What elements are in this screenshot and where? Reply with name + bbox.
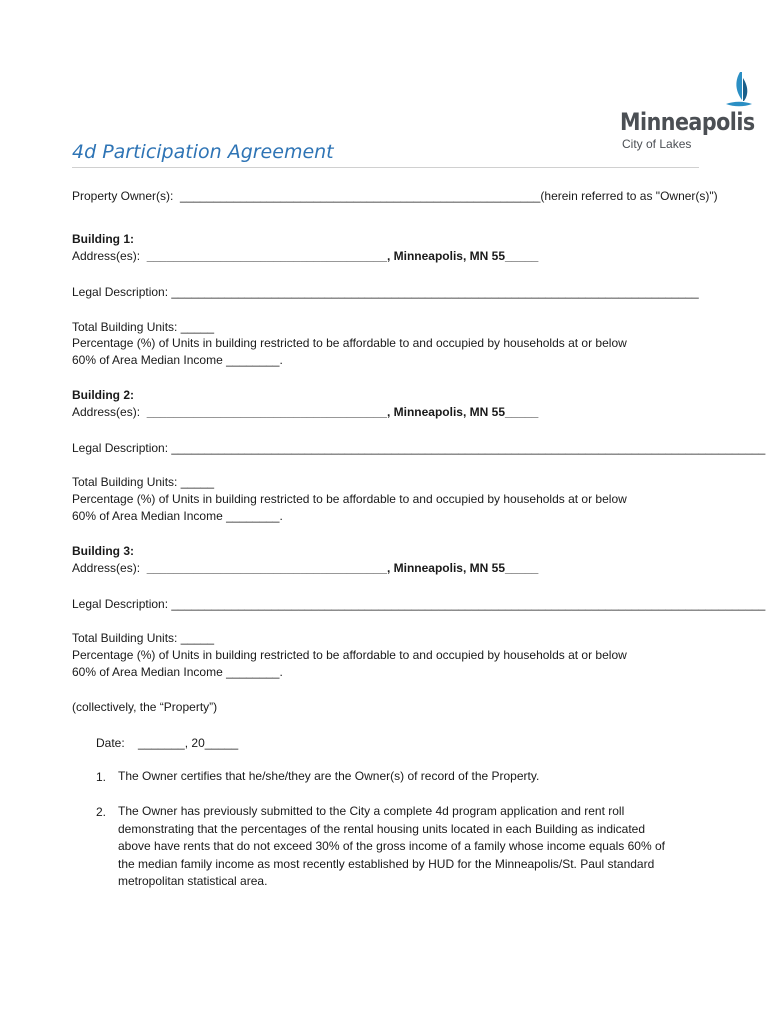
address-label: Address(es): [72,561,147,575]
document-title: 4d Participation Agreement [72,141,334,163]
building-3-heading: Building 3: [72,544,134,558]
collectively-note: (collectively, the “Property”) [72,700,218,714]
item-1-text: The Owner certifies that he/she/they are the Owner(s) of record of the Property. [118,769,540,783]
building-1-total-units[interactable]: Total Building Units: _____ [72,320,215,334]
building-1-ami-field[interactable]: 60% of Area Median Income ________. [72,353,283,367]
date-field[interactable]: Date: _______, 20_____ [96,736,239,750]
building-3-city: , Minneapolis, MN 55_____ [386,561,539,575]
building-1-city: , Minneapolis, MN 55_____ [386,249,539,263]
building-1-percentage-text: Percentage (%) of Units in building restricted to be affordable to and occupied by households at or below [72,336,627,350]
owner-label: Property Owner(s): [72,189,181,203]
building-3-total-units[interactable]: Total Building Units: _____ [72,631,215,645]
item-2-number: 2. [96,805,107,819]
building-1-address-line [72,248,538,264]
building-2-total-units[interactable]: Total Building Units: _____ [72,475,215,489]
logo-wordmark: Minneapolis [620,108,755,136]
address-label: Address(es): [72,405,147,419]
building-2-heading: Building 2: [72,388,134,402]
building-3-ami-field[interactable]: 60% of Area Median Income ________. [72,665,283,679]
building-1-heading: Building 1: [72,232,134,246]
property-owner-line [72,188,718,204]
building-3-address-field[interactable]: ____________________________________ [146,561,387,575]
building-1-address-field[interactable]: ____________________________________ [146,249,387,263]
sailboat-logo-icon [720,70,752,112]
building-2-legal-description[interactable]: Legal Description: _________________________________________________________________________________________ [72,441,766,455]
owner-suffix: (herein referred to as "Owner(s)") [540,189,718,203]
item-2-text: The Owner has previously submitted to the City a complete 4d program application and rent roll demonstrating that the percentages of the rental housing units located in each Building as indicated above have rents that do not exceed 30% of the gross income of a family whose income equals 60% of the median family income as most recently established by HUD for the Minneapolis/St. Paul standard metropolitan statistical area. [118,804,665,888]
address-label: Address(es): [72,249,147,263]
owner-blank-field[interactable]: ______________________________________________________ [180,189,541,203]
logo-tagline: City of Lakes [622,137,692,151]
building-2-address-line [72,404,538,420]
building-1-legal-description[interactable]: Legal Description: _______________________________________________________________________________ [72,285,699,299]
building-2-city: , Minneapolis, MN 55_____ [386,405,539,419]
item-1-number: 1. [96,770,107,784]
title-divider [72,167,699,168]
building-2-percentage-text: Percentage (%) of Units in building restricted to be affordable to and occupied by households at or below [72,492,627,506]
building-3-percentage-text: Percentage (%) of Units in building restricted to be affordable to and occupied by households at or below [72,648,627,662]
building-3-legal-description[interactable]: Legal Description: _________________________________________________________________________________________ [72,597,766,611]
building-2-ami-field[interactable]: 60% of Area Median Income ________. [72,509,283,523]
building-2-address-field[interactable]: ____________________________________ [146,405,387,419]
minneapolis-logo [620,70,755,154]
building-3-address-line [72,560,538,576]
